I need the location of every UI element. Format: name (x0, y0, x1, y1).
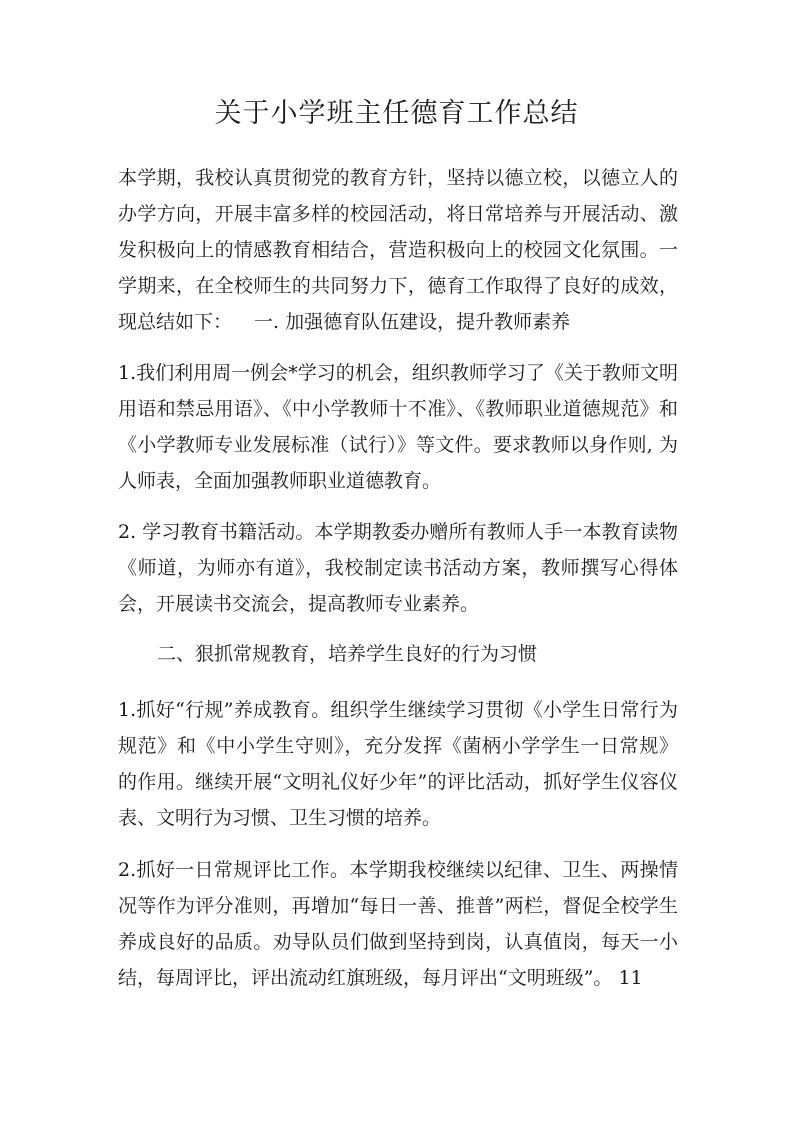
document-title: 关于小学班主任德育工作总结 (214, 98, 579, 129)
section1-item1: 1.我们利用周一例会*学习的机会，组织教师学习了《关于教师文明用语和禁忌用语》、《中小学教师十不准》、《教师职业道德规范》和《小学教师专业发展标准（试行）》等文件。要求教师以身作则, 为人师表，全面加强教师职业道德教育。 (118, 362, 678, 492)
section1-heading: 一. 加强德育队伍建设，提升教师素养 (254, 311, 571, 333)
intro-text: 本学期，我校认真贯彻党的教育方针，坚持以德立校，以德立人的办学方向，开展丰富多样的校园活动，将日常培养与开展活动、激发积极向上的情感教育相结合，营造积极向上的校园文化氛围。一学期来，在全校师生的共同努力下，德育工作取得了良好的成效，现总结如下： (118, 167, 678, 333)
intro-paragraph (118, 160, 678, 342)
section2-heading: 二、狠抓常规教育，培养学生良好的行为习惯 (157, 643, 538, 665)
section2-item2: 2.抓好一日常规评比工作。本学期我校继续以纪律、卫生、两操情况等作为评分准则，再增加“每日一善、推普”两栏，督促全校学生养成良好的品质。劝导队员们做到坚持到岗，认真值岗，每天一小结，每周评比，评出流动红旗班级，每月评出“文明班级”。 11 (118, 859, 678, 989)
section2-item1: 1.抓好“行规”养成教育。组织学生继续学习贯彻《小学生日常行为规范》和《中小学生守则》，充分发挥《菌柄小学学生一日常规》的作用。继续开展“文明礼仪好少年”的评比活动，抓好学生仪容仪表、文明行为习惯、卫生习惯的培养。 (118, 699, 678, 829)
section1-item2: 2. 学习教育书籍活动。本学期教委办赠所有教师人手一本教育读物《师道，为师亦有道》，我校制定读书活动方案，教师撰写心得体会，开展读书交流会，提高教师专业素养。 (118, 521, 678, 615)
